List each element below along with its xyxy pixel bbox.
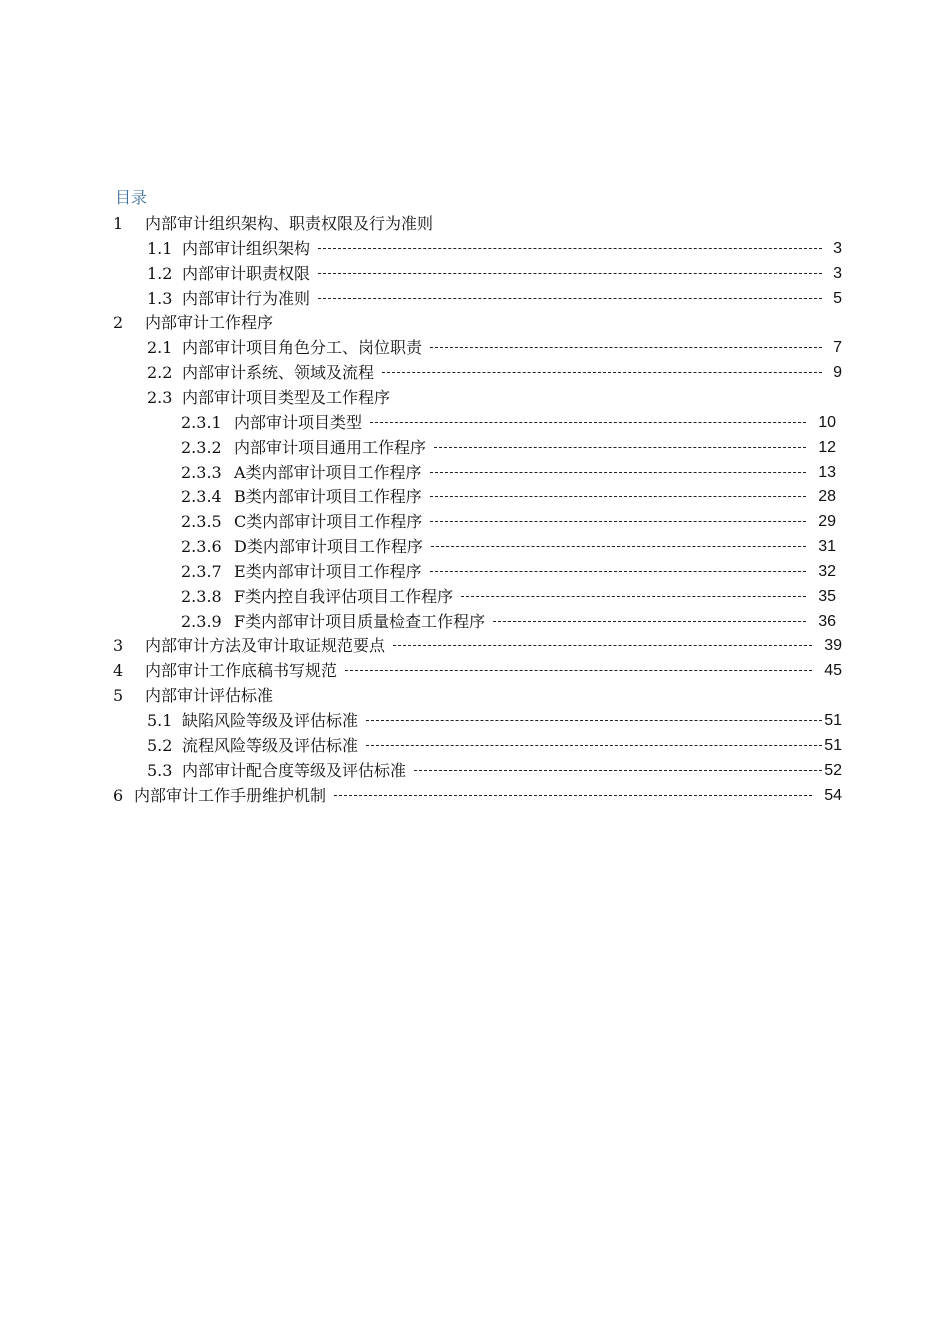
toc-entry-page: 28 [818,488,836,506]
toc-entry[interactable] [0,261,950,286]
toc-entry-title: 内部审计方法及审计取证规范要点 [145,636,386,656]
toc-entry-page: 36 [818,612,836,630]
toc-leader-line [382,372,822,373]
toc-leader-line [366,720,822,721]
toc-entry[interactable] [0,435,950,460]
toc-entry-page: 31 [818,538,836,556]
toc-entry-number: 2 [113,313,124,333]
toc-entry-title: 内部审计职责权限 [182,263,311,283]
toc-entry-number: 4 [113,661,124,681]
toc-entry-number: 2.1 [147,338,173,358]
toc-entry-page: 32 [818,562,836,580]
toc-entry-page: 12 [818,438,836,456]
toc-leader-line [393,645,812,646]
toc-entry[interactable] [0,658,950,683]
toc-entry-page: 39 [824,637,842,655]
toc-entry-number: 5 [113,686,124,706]
toc-entry-title: B类内部审计项目工作程序 [234,487,422,507]
toc-entry-page: 9 [833,364,842,382]
toc-entry-number: 2.3.3 [181,462,222,482]
toc-entry[interactable] [0,236,950,261]
toc-entry-title: 内部审计工作手册维护机制 [134,785,327,805]
toc-entry[interactable] [0,708,950,733]
toc-entry-page: 54 [824,786,842,804]
toc-entry-number: 2.3.5 [181,512,222,532]
toc-leader-line [370,422,806,423]
toc-entry-number: 5.2 [147,735,173,755]
toc-entry-page: 52 [824,761,842,779]
toc-entry-page: 35 [818,587,836,605]
toc-entry-page: 5 [833,289,842,307]
toc-entry-number: 2.3.4 [181,487,222,507]
toc-heading: 目录 [115,188,148,207]
toc-entry-title: 内部审计行为准则 [182,288,311,308]
toc-leader-line [345,670,812,671]
toc-entry[interactable] [0,559,950,584]
toc-entry-title: 内部审计配合度等级及评估标准 [182,760,407,780]
toc-entry[interactable] [0,509,950,534]
toc-entry-number: 2.3.9 [181,611,222,631]
toc-entry-page: 29 [818,513,836,531]
toc-entry-title: 内部审计组织架构、职责权限及行为准则 [145,214,434,233]
toc-entry[interactable] [0,683,950,708]
toc-entry-page: 3 [833,239,842,257]
toc-entry-number: 1.2 [147,263,173,283]
toc-entry-title: 流程风险等级及评估标准 [182,735,359,755]
toc-entry-number: 1 [113,214,124,233]
toc-entry-title: 内部审计项目类型及工作程序 [182,387,391,407]
toc-entry-number: 2.2 [147,363,173,383]
toc-entry[interactable] [0,460,950,485]
toc-leader-line [318,298,822,299]
toc-entry-title: D类内部审计项目工作程序 [234,537,423,557]
toc-entry[interactable] [0,609,950,634]
toc-entry-number: 2.3 [147,387,173,407]
toc-entry-title: 内部审计项目通用工作程序 [234,437,427,457]
toc-leader-line [431,546,806,547]
toc-entry-number: 2.3.7 [181,561,222,581]
toc-entry-number: 2.3.8 [181,586,222,606]
toc-leader-line [318,248,822,249]
toc-entry-title: 缺陷风险等级及评估标准 [182,711,359,730]
toc-entry-title: 内部审计评估标准 [145,686,274,706]
toc-entry-number: 6 [113,785,124,805]
toc-entry-title: C类内部审计项目工作程序 [234,512,423,532]
toc-leader-line [434,447,806,448]
toc-leader-line [430,472,806,473]
toc-entry-title: 内部审计工作底稿书写规范 [145,661,338,681]
toc-entry[interactable] [0,286,950,311]
toc-entry-title: E类内部审计项目工作程序 [234,561,422,581]
toc-entry-number: 5.1 [147,711,173,730]
toc-entry-number: 2.3.2 [181,437,222,457]
toc-entry-title: F类内控自我评估项目工作程序 [234,586,454,606]
toc-entry-title: 内部审计项目角色分工、岗位职责 [182,338,423,358]
toc-entry[interactable] [0,310,950,335]
toc-entry-title: 内部审计项目类型 [234,412,363,432]
toc-entry-number: 3 [113,636,124,656]
toc-entry-page: 51 [824,712,842,729]
toc-entry[interactable] [0,385,950,410]
toc-leader-line [430,521,806,522]
toc-entry-number: 2.3.1 [181,412,222,432]
toc-entry-title: 内部审计系统、领域及流程 [182,363,375,383]
toc-entry[interactable] [0,410,950,435]
toc-entry-title: F类内部审计项目质量检查工作程序 [234,611,486,631]
toc-entry-page: 7 [833,339,842,357]
toc-entry-page: 45 [824,662,842,680]
toc-entry-title: A类内部审计项目工作程序 [234,462,422,482]
toc-leader-line [430,571,806,572]
toc-entry[interactable] [0,211,950,236]
toc-entry-page: 51 [824,736,842,754]
toc-entry[interactable] [0,783,950,808]
toc-leader-line [461,596,806,597]
toc-entry-number: 5.3 [147,760,173,780]
toc-entry[interactable] [0,584,950,609]
toc-entry-title: 内部审计组织架构 [182,238,311,258]
toc-leader-line [366,745,822,746]
toc-entry[interactable] [0,534,950,559]
toc-entry-title: 内部审计工作程序 [145,313,274,333]
toc-entry[interactable] [0,758,950,783]
toc-entry[interactable] [0,633,950,658]
toc-entry-page: 3 [833,264,842,282]
toc-entry[interactable] [0,335,950,360]
toc-leader-line [493,621,806,622]
toc-leader-line [414,770,822,771]
toc-entry[interactable] [0,733,950,758]
toc-entry-number: 1.3 [147,288,173,308]
toc-entry-number: 1.1 [147,238,173,258]
toc-leader-line [430,496,806,497]
toc-leader-line [430,347,822,348]
toc-leader-line [334,795,812,796]
toc-leader-line [318,273,822,274]
toc-entry[interactable] [0,360,950,385]
toc-entry[interactable] [0,484,950,509]
toc-entry-number: 2.3.6 [181,537,222,557]
toc-entry-page: 10 [818,413,836,431]
toc-entry-page: 13 [818,463,836,481]
